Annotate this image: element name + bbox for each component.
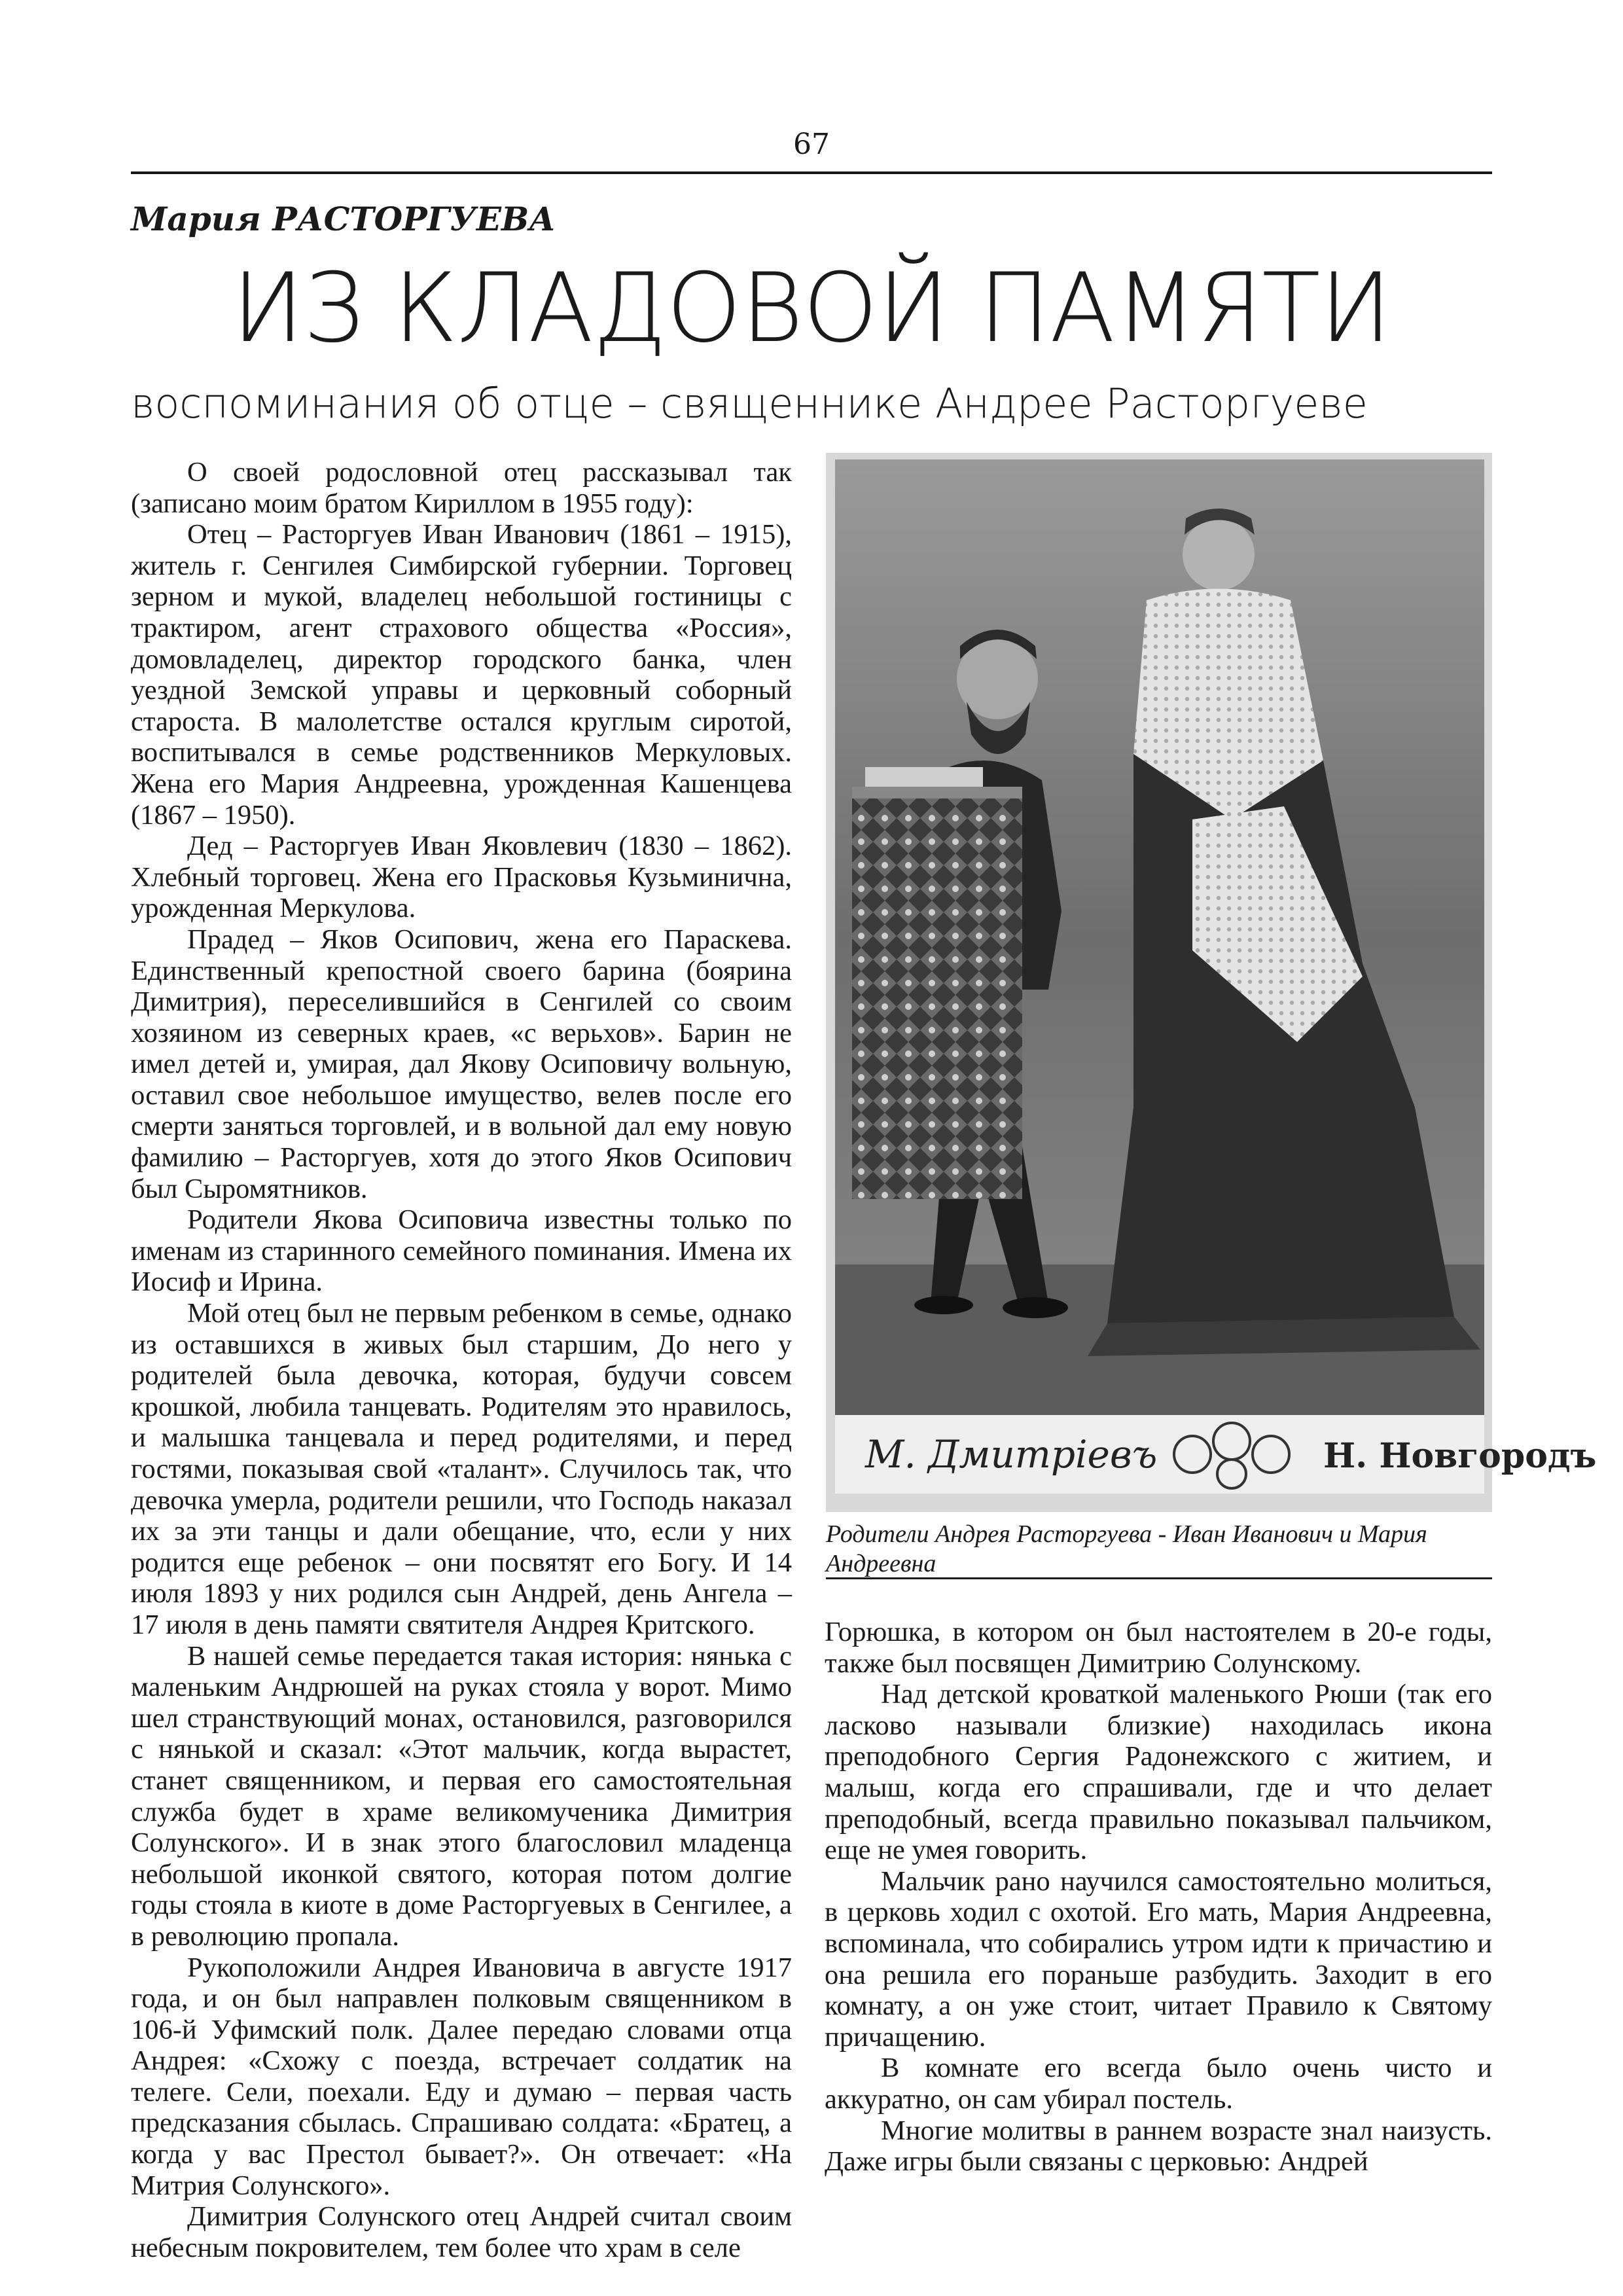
studio-name-right: Н. Новгородъ (1323, 1436, 1597, 1476)
paragraph: Горюшка, в котором он был настоятелем в 20-е годы, также был посвящен Димитрию Солунскому. (825, 1617, 1492, 1679)
right-text-column (825, 1617, 1492, 2178)
paragraph: Прадед – Яков Осипович, жена его Параскева. Единственный крепостной своего барина (боярина Димитрия), переселившийся в Сенгилей со своим хозяином из северных краев, «с верьхов». Барин не имел детей и, умирая, дал Якову Осиповичу вольную, оставил свое небольшое имущество, велев после его смерти заняться торговлей, и в вольной дал ему новую фамилию – Расторгуев, хотя до этого Яков Осипович был Сыромятников. (131, 924, 792, 1204)
article-subtitle: воспоминания об отце – священнике Андрее Расторгуеве (131, 380, 1368, 427)
paragraph: Димитрия Солунского отец Андрей считал своим небесным покровителем, тем более что храм в селе (131, 2201, 792, 2263)
paragraph: В комнате его всегда было очень чисто и аккуратно, он сам убирал постель. (825, 2053, 1492, 2115)
family-photograph (826, 453, 1597, 1512)
paragraph: В нашей семье передается такая история: нянька с маленьким Андрюшей на руках стояла у ворот. Мимо шел странствующий монах, остановился, разговорился с нянькой и сказал: «Этот мальчик, когда вырастет, станет священником, и первая его самостоятельная служба будет в храме великомученика Димитрия Солунского». И в знак этого благословил младенца небольшой иконкой святого, которая потом долгие годы стояла в киоте в доме Расторгуевых в Сенгилее, а в революцию пропала. (131, 1640, 792, 1952)
paragraph: Мальчик рано научился самостоятельно молиться, в церковь ходил с охотой. Его мать, Мария Андреевна, вспоминала, что собирались утром идти к причастию и она решила его пораньше разбудить. Заходит в его комнату, а он уже стоит, читает Правило к Святому причащению. (825, 1865, 1492, 2053)
paragraph: Над детской кроваткой маленького Рюши (так его ласково называли близкие) находилась икона преподобного Сергия Радонежского с житием, и малыш, когда его спрашивали, где и что делает преподобный, всегда правильно показывал пальчиком, еще не умея говорить. (825, 1679, 1492, 1866)
paragraph: Отец – Расторгуев Иван Иванович (1861 – 1915), житель г. Сенгилея Симбирской губернии. Торговец зерном и мукой, владелец небольшой гостиницы с трактиром, агент страхового общества «Россия», домовладелец, директор городского банка, член уездной Земской управы и церковный соборный староста. В малолетстве остался круглым сиротой, воспитывался в семье родственников Меркуловых. Жена его Мария Андреевна, урожденная Кашенцева (1867 – 1950). (131, 519, 792, 831)
paragraph: Мой отец был не первым ребенком в семье, однако из оставшихся в живых был старшим, До него у родителей была девочка, которая, будучи совсем крошкой, любила танцевать. Родителям это нравилось, и малышка танцевала и перед родителями, и перед гостями, показывая свой «талант». Случилось так, что девочка умерла, родители решили, что Господь наказал их за эти танцы и дали обещание, что, если у них родится еще ребенок – они посвятят его Богу. И 14 июля 1893 у них родился сын Андрей, день Ангела – 17 июля в день памяти святителя Андрея Критского. (131, 1298, 792, 1640)
caption-rule (826, 1577, 1492, 1579)
paragraph: О своей родословной отец рассказывал так (записано моим братом Кириллом в 1955 году): (131, 457, 792, 519)
paragraph: Рукоположили Андрея Ивановича в августе 1917 года, и он был направлен полковым священником в 106-й Уфимский полк. Далее передаю словами отца Андрея: «Схожу с поезда, встречает солдатик на телеге. Сели, поехали. Еду и думаю – первая часть предсказания сбылась. Спрашиваю солдата: «Братец, а когда у вас Престол бывает?». Он отвечает: «На Митрия Солунского». (131, 1952, 792, 2201)
header-rule (131, 171, 1492, 174)
author-name: Мария РАСТОРГУЕВА (131, 200, 556, 238)
studio-name-left: М. Дмитрiевъ (865, 1432, 1158, 1477)
paragraph: Родители Якова Осиповича известны только по именам из старинного семейного поминания. Имена их Иосиф и Ирина. (131, 1204, 792, 1298)
page-number: 67 (793, 128, 830, 161)
photo-caption: Родители Андрея Расторгуева - Иван Иванович и Мария Андреевна (826, 1520, 1427, 1577)
left-text-column (131, 457, 792, 2263)
paragraph: Дед – Расторгуев Иван Яковлевич (1830 – 1862). Хлебный торговец. Жена его Прасковья Кузьминична, урожденная Меркулова. (131, 831, 792, 924)
paragraph: Многие молитвы в раннем возрасте знал наизусть. Даже игры были связаны с церковью: Андрей (825, 2115, 1492, 2178)
article-title: ИЗ КЛАДОВОЙ ПАМЯТИ (232, 253, 1391, 364)
photograph-image (826, 453, 1597, 1512)
